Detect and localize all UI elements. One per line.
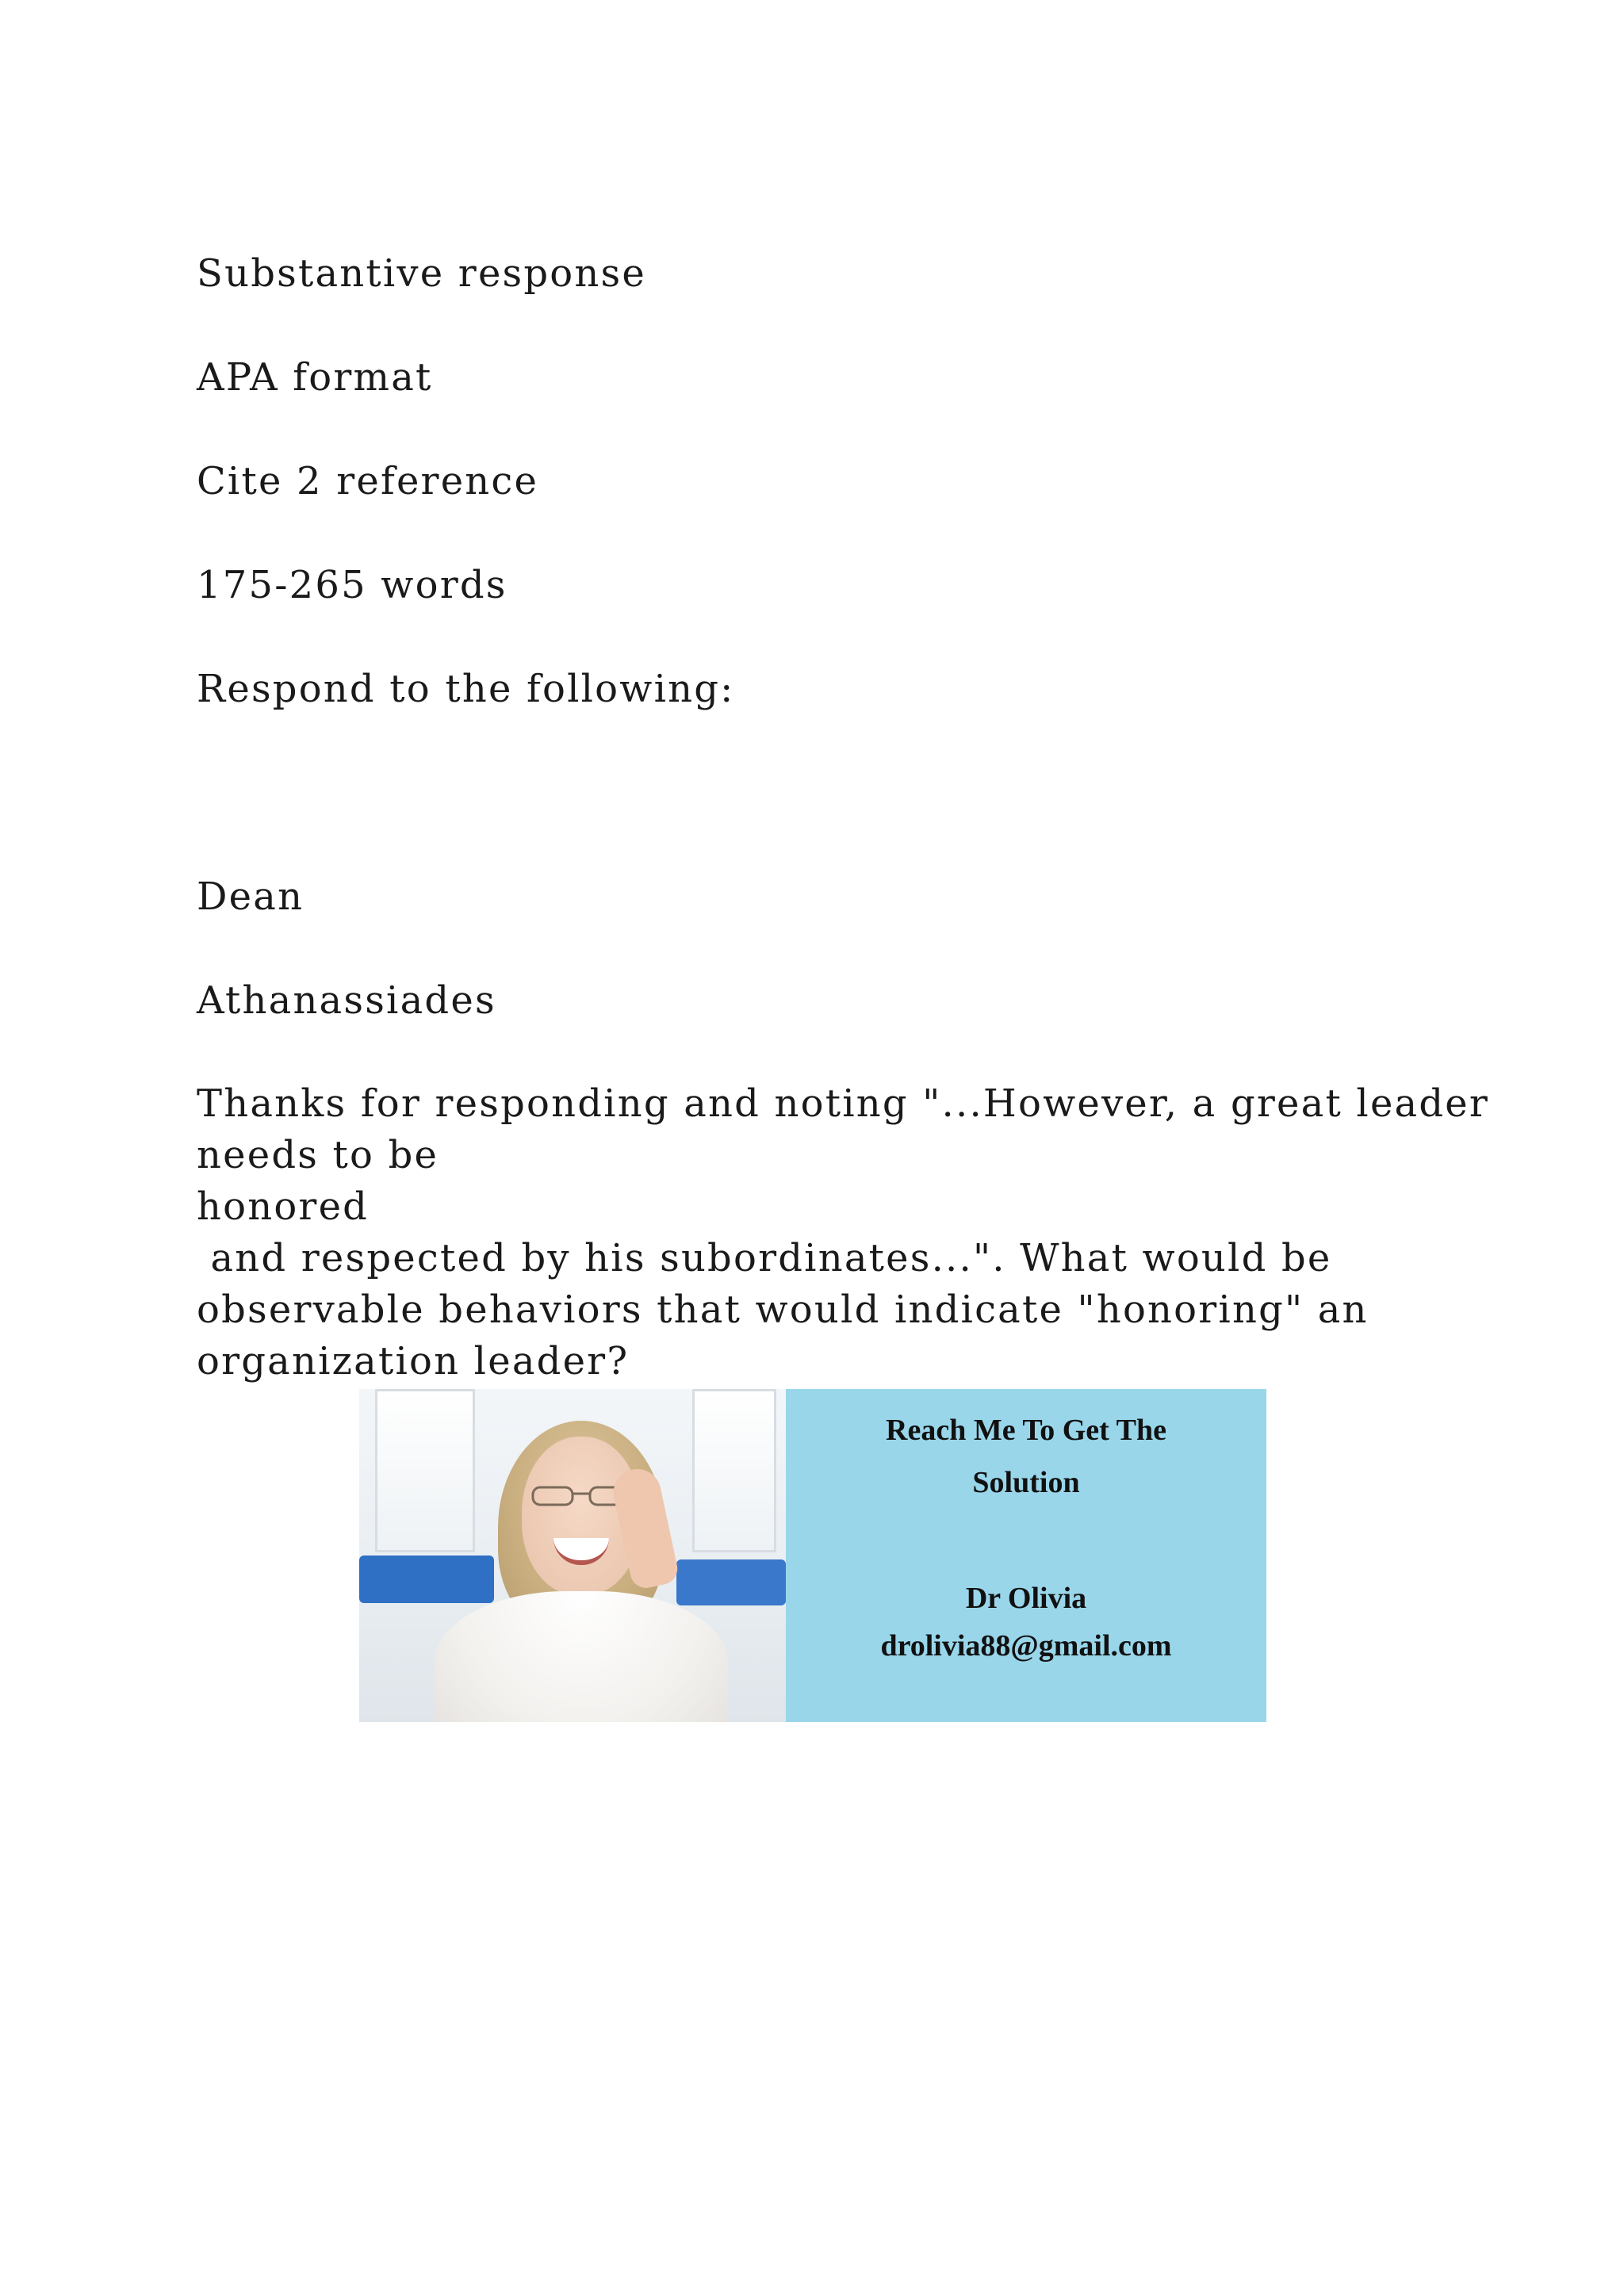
contact-name: Dr Olivia [965,1582,1087,1615]
chair-shape [359,1556,494,1603]
banner-heading-line1: Reach Me To Get The [886,1414,1166,1447]
requirement-apa: APA format [197,355,433,400]
paragraph-line: honored [197,1184,370,1229]
author-last-name: Athanassiades [197,978,496,1023]
paragraph-line: Thanks for responding and noting "...However, a great leader [197,1081,1490,1126]
paragraph-line: needs to be [197,1133,439,1177]
paragraph-line: organization leader? [197,1339,630,1383]
contact-panel [786,1389,1266,1722]
requirement-substantive: Substantive response [197,251,646,296]
woman-photo [359,1389,786,1722]
requirement-references: Cite 2 reference [197,459,539,503]
chair-shape [676,1559,786,1605]
window-pane [692,1389,776,1552]
author-first-name: Dean [197,874,304,919]
paragraph-line: and respected by his subordinates...". What would be [197,1236,1332,1280]
requirement-word-count: 175-265 words [197,563,508,607]
paragraph-line: observable behaviors that would indicate "honoring" an [197,1288,1369,1332]
instruction-respond: Respond to the following: [197,667,735,711]
banner-heading-line2: Solution [972,1466,1080,1499]
discussion-paragraph [197,1078,1490,1387]
contact-email: drolivia88@gmail.com [880,1629,1172,1663]
shirt-shape [435,1591,728,1722]
contact-banner [359,1389,1266,1722]
window-pane [375,1389,475,1552]
